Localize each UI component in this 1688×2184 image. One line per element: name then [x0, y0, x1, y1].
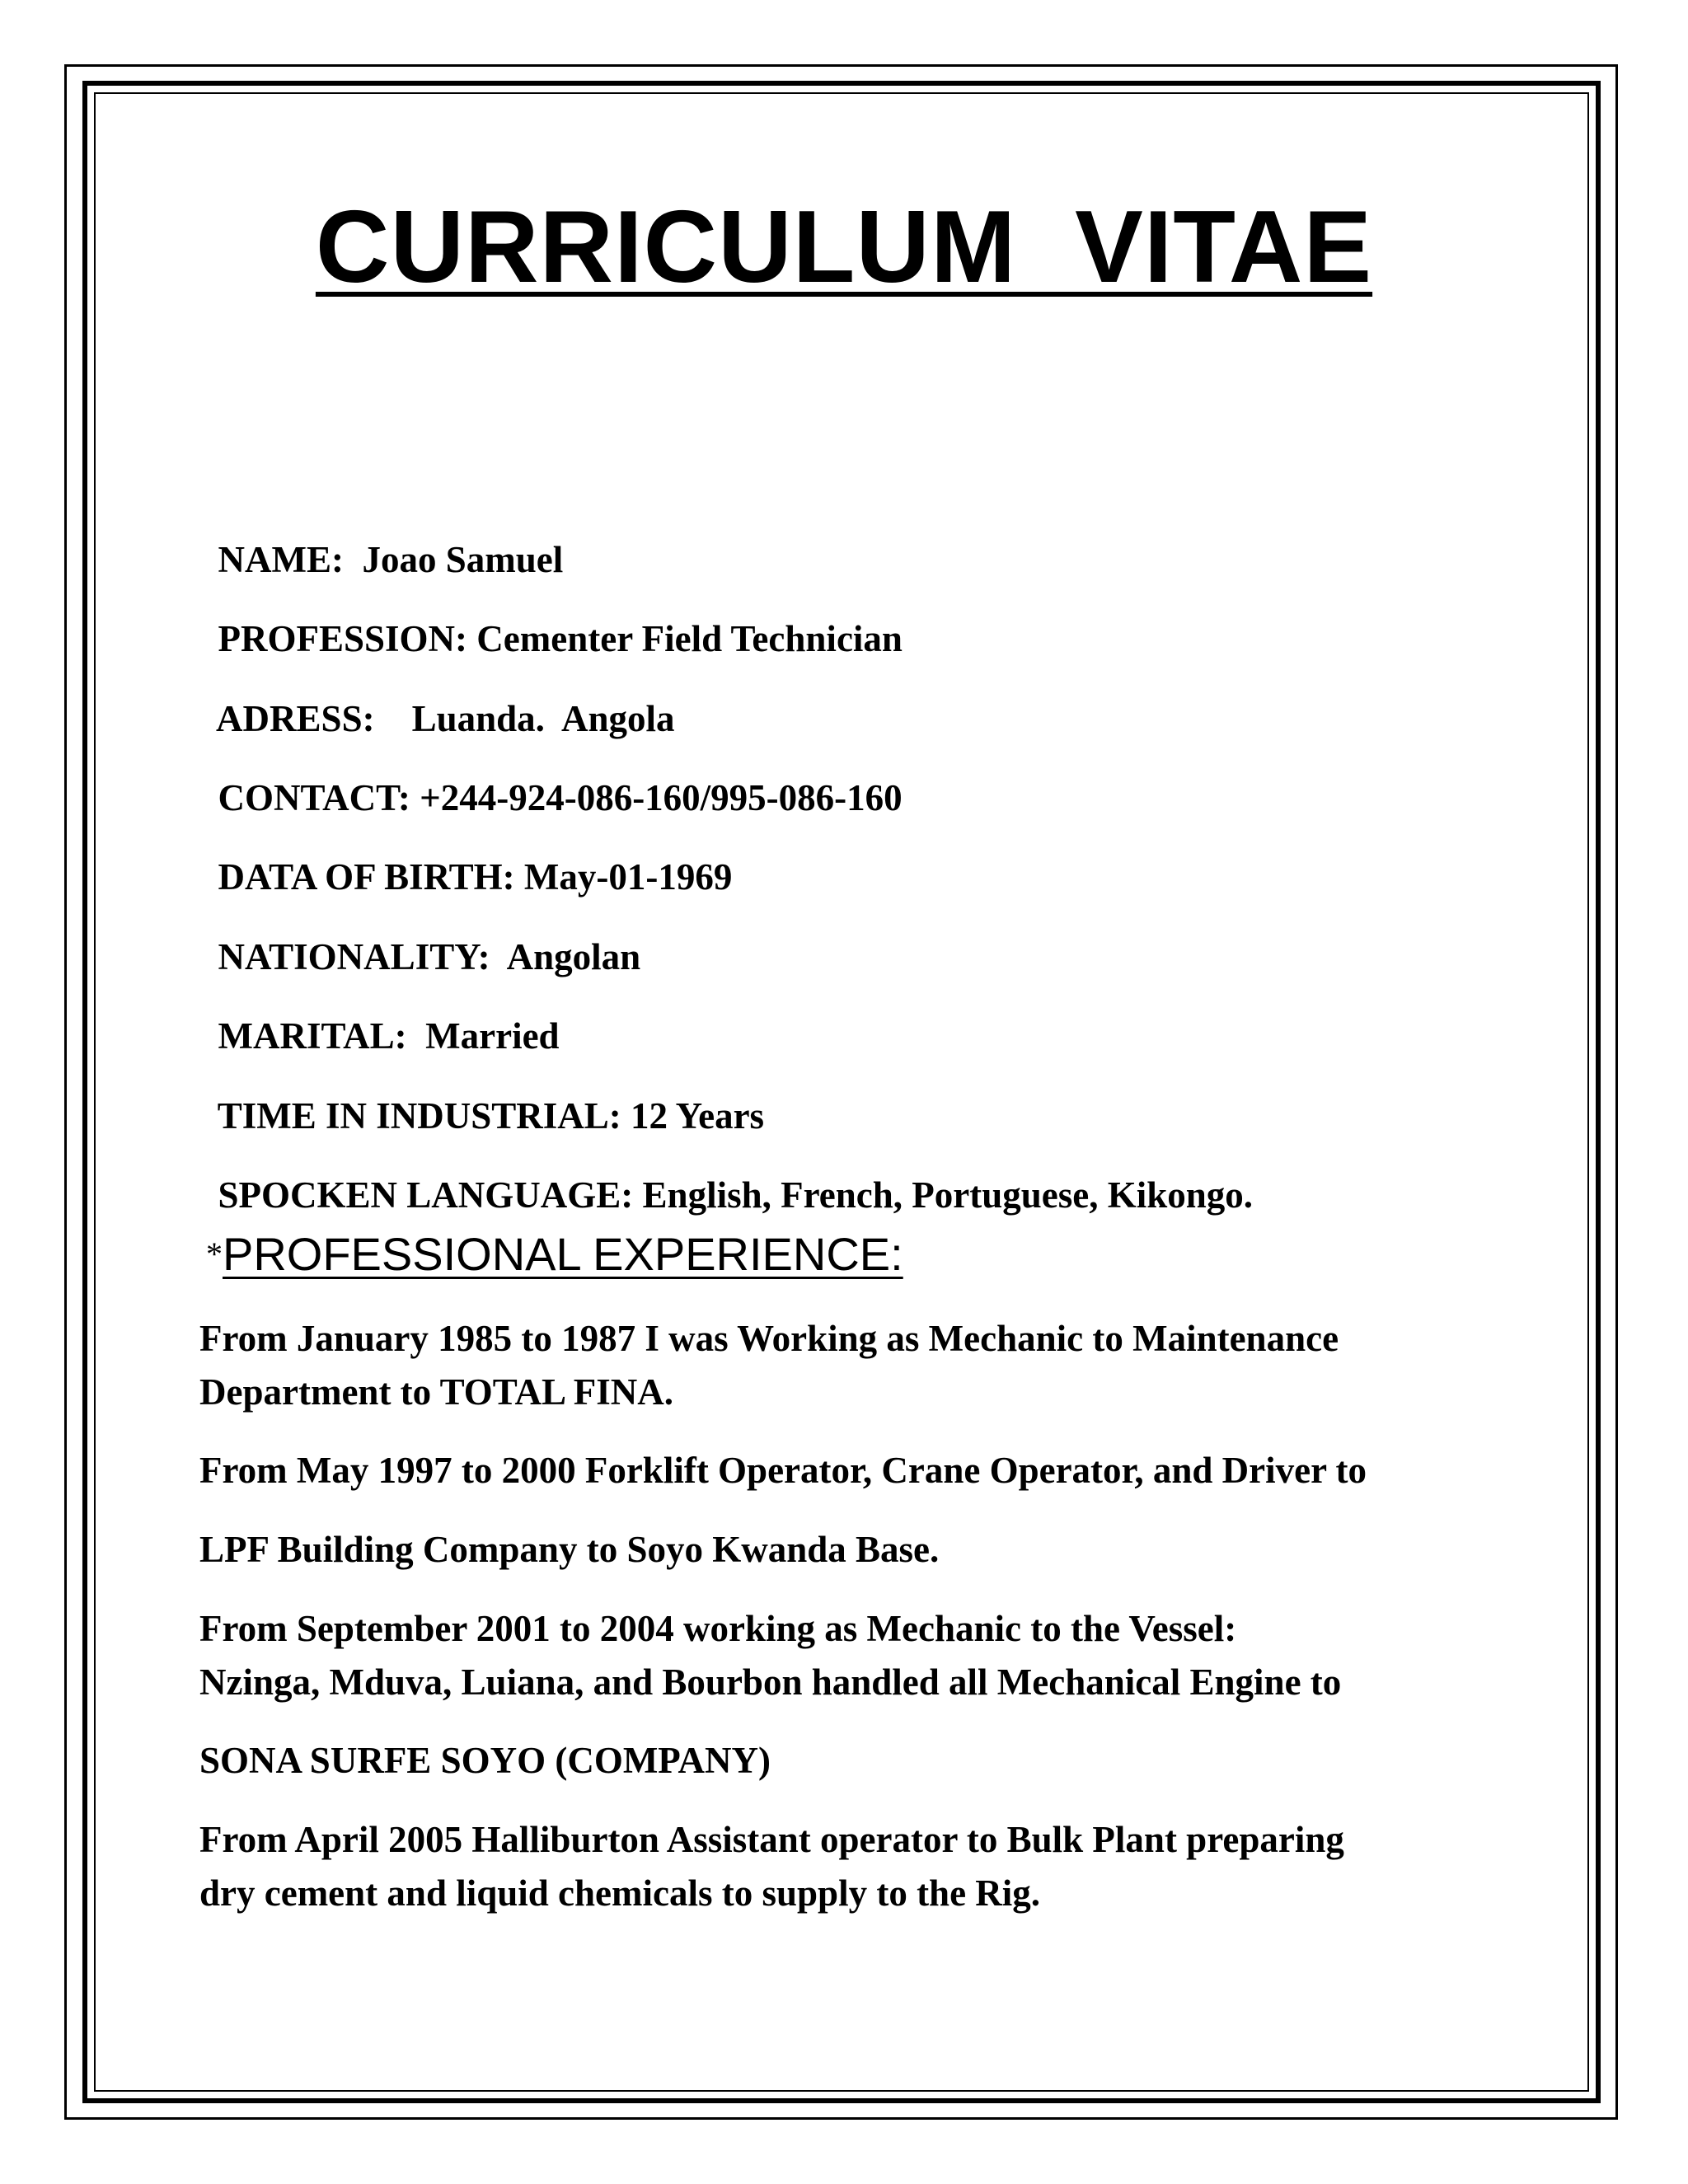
experience-paragraph: From January 1985 to 1987 I was Working as Mechanic to Maintenance Department to TOTAL FINA.	[199, 1318, 1339, 1413]
experience-paragraph: From April 2005 Halliburton Assistant operator to Bulk Plant preparing dry cement and liquid chemicals to supply to the Rig.	[199, 1819, 1344, 1914]
field-date-of-birth	[199, 822, 732, 896]
field-label: NATIONALITY:	[218, 936, 490, 977]
field-value: Married	[406, 1015, 560, 1057]
field-label: DATA OF BIRTH:	[218, 856, 515, 898]
field-value: +244-924-086-160/995-086-160	[410, 777, 903, 818]
field-time-in-industrial	[199, 1061, 764, 1135]
field-label: CONTACT:	[218, 777, 410, 818]
field-label: MARITAL:	[218, 1015, 407, 1057]
field-nationality	[199, 902, 640, 976]
document-title	[0, 190, 1688, 304]
field-value: Joao Samuel	[343, 539, 564, 580]
experience-paragraph: LPF Building Company to Soyo Kwanda Base.	[199, 1529, 940, 1570]
field-value: Cementer Field Technician	[467, 618, 903, 659]
field-label: SPOCKEN LANGUAGE:	[218, 1174, 634, 1216]
field-marital	[199, 981, 560, 1055]
field-value: Luanda. Angola	[374, 698, 675, 739]
experience-paragraph: From September 2001 to 2004 working as Mechanic to the Vessel: Nzinga, Mduva, Luiana, and Bourbon handled all Mechanical Engine to	[199, 1608, 1342, 1703]
field-label: TIME IN INDUSTRIAL:	[217, 1095, 621, 1137]
section-heading: PROFESSIONAL EXPERIENCE:	[223, 1228, 903, 1280]
field-profession	[199, 583, 903, 658]
field-value: Angolan	[490, 936, 641, 977]
field-name	[199, 504, 563, 579]
field-label: PROFESSION:	[218, 618, 468, 659]
experience-paragraph: SONA SURFE SOYO (COMPANY)	[199, 1740, 771, 1781]
title-text: CURRICULUM VITAE	[315, 190, 1373, 304]
experience-paragraph: From May 1997 to 2000 Forklift Operator, Crane Operator, and Driver to	[199, 1450, 1367, 1491]
field-spoken-language	[199, 1140, 1253, 1214]
field-address	[199, 663, 674, 738]
field-label: NAME:	[218, 539, 344, 580]
field-value: 12 Years	[621, 1095, 765, 1137]
field-label: ADRESS:	[216, 698, 375, 739]
section-professional-experience	[199, 1218, 903, 1280]
field-value: English, French, Portuguese, Kikongo.	[633, 1174, 1254, 1216]
field-value: May-01-1969	[514, 856, 733, 898]
field-contact	[199, 743, 903, 817]
section-marker: *	[206, 1235, 223, 1272]
